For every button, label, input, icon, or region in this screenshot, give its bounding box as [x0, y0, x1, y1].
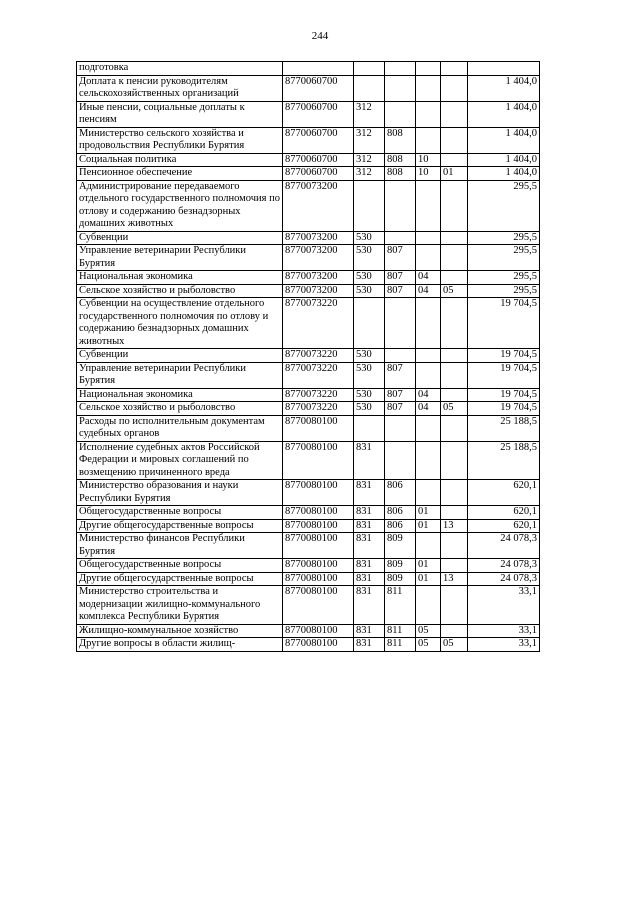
row-name-cell: Другие общегосударственные вопросы [77, 572, 283, 586]
subsection-cell [441, 298, 468, 349]
subsection-cell [441, 62, 468, 76]
administrator-code-cell [385, 349, 416, 363]
table-row [77, 127, 540, 153]
target-article-cell: 8770073200 [283, 245, 354, 271]
table-row [77, 362, 540, 388]
section-cell [416, 415, 441, 441]
table-row [77, 271, 540, 285]
subsection-cell [441, 153, 468, 167]
administrator-code-cell [385, 75, 416, 101]
target-article-cell: 8770080100 [283, 638, 354, 652]
section-cell [416, 62, 441, 76]
target-article-cell: 8770080100 [283, 533, 354, 559]
subsection-cell [441, 362, 468, 388]
section-cell: 04 [416, 402, 441, 416]
administrator-code-cell: 809 [385, 559, 416, 573]
target-article-cell: 8770073220 [283, 298, 354, 349]
amount-cell: 33,1 [468, 586, 540, 625]
expense-type-cell: 530 [354, 245, 385, 271]
row-name-cell: Министерство сельского хозяйства и продовольствия Республики Бурятия [77, 127, 283, 153]
row-name-cell: Управление ветеринарии Республики Бурятия [77, 362, 283, 388]
row-name-cell: Социальная политика [77, 153, 283, 167]
section-cell: 01 [416, 559, 441, 573]
row-name-cell: Субвенции [77, 349, 283, 363]
target-article-cell: 8770073200 [283, 180, 354, 231]
row-name-cell: Жилищно-коммунальное хозяйство [77, 624, 283, 638]
subsection-cell: 13 [441, 572, 468, 586]
administrator-code-cell [385, 62, 416, 76]
row-name-cell: подготовка [77, 62, 283, 76]
row-name-cell: Другие вопросы в области жилищ- [77, 638, 283, 652]
amount-cell: 620,1 [468, 506, 540, 520]
amount-cell: 24 078,3 [468, 533, 540, 559]
expense-type-cell [354, 62, 385, 76]
section-cell: 04 [416, 388, 441, 402]
expense-type-cell: 312 [354, 101, 385, 127]
subsection-cell: 13 [441, 519, 468, 533]
subsection-cell [441, 75, 468, 101]
amount-cell: 19 704,5 [468, 349, 540, 363]
table-row [77, 506, 540, 520]
section-cell [416, 127, 441, 153]
administrator-code-cell: 807 [385, 362, 416, 388]
table-row [77, 533, 540, 559]
row-name-cell: Общегосударственные вопросы [77, 559, 283, 573]
section-cell [416, 533, 441, 559]
expense-type-cell: 530 [354, 349, 385, 363]
administrator-code-cell: 807 [385, 271, 416, 285]
section-cell [416, 298, 441, 349]
subsection-cell [441, 586, 468, 625]
subsection-cell: 05 [441, 638, 468, 652]
table-row [77, 167, 540, 181]
target-article-cell: 8770073220 [283, 388, 354, 402]
target-article-cell: 8770073220 [283, 362, 354, 388]
section-cell [416, 441, 441, 480]
target-article-cell: 8770080100 [283, 480, 354, 506]
subsection-cell [441, 559, 468, 573]
subsection-cell [441, 441, 468, 480]
subsection-cell [441, 388, 468, 402]
administrator-code-cell: 806 [385, 480, 416, 506]
amount-cell: 1 404,0 [468, 101, 540, 127]
amount-cell: 1 404,0 [468, 153, 540, 167]
amount-cell: 19 704,5 [468, 388, 540, 402]
subsection-cell [441, 349, 468, 363]
amount-cell: 620,1 [468, 519, 540, 533]
administrator-code-cell: 809 [385, 572, 416, 586]
table-row [77, 559, 540, 573]
target-article-cell: 8770073200 [283, 271, 354, 285]
expense-type-cell: 831 [354, 638, 385, 652]
table-row [77, 62, 540, 76]
administrator-code-cell: 806 [385, 506, 416, 520]
administrator-code-cell: 811 [385, 586, 416, 625]
administrator-code-cell: 808 [385, 153, 416, 167]
table-row [77, 75, 540, 101]
amount-cell: 19 704,5 [468, 298, 540, 349]
amount-cell: 295,5 [468, 231, 540, 245]
row-name-cell: Национальная экономика [77, 271, 283, 285]
row-name-cell: Доплата к пенсии руководителям сельскохозяйственных организаций [77, 75, 283, 101]
section-cell [416, 362, 441, 388]
subsection-cell [441, 245, 468, 271]
page-number: 244 [311, 30, 329, 42]
administrator-code-cell: 807 [385, 245, 416, 271]
section-cell: 05 [416, 624, 441, 638]
table-row [77, 245, 540, 271]
section-cell: 10 [416, 153, 441, 167]
target-article-cell [283, 62, 354, 76]
expense-type-cell: 530 [354, 271, 385, 285]
subsection-cell [441, 127, 468, 153]
target-article-cell: 8770073200 [283, 231, 354, 245]
row-name-cell: Иные пенсии, социальные доплаты к пенсиям [77, 101, 283, 127]
table-row [77, 298, 540, 349]
section-cell: 01 [416, 572, 441, 586]
amount-cell: 295,5 [468, 284, 540, 298]
expense-type-cell: 831 [354, 441, 385, 480]
row-name-cell: Пенсионное обеспечение [77, 167, 283, 181]
section-cell: 04 [416, 284, 441, 298]
administrator-code-cell [385, 231, 416, 245]
administrator-code-cell: 808 [385, 127, 416, 153]
section-cell [416, 180, 441, 231]
amount-cell: 295,5 [468, 245, 540, 271]
subsection-cell [441, 415, 468, 441]
target-article-cell: 8770080100 [283, 506, 354, 520]
expense-type-cell: 530 [354, 231, 385, 245]
expense-type-cell [354, 298, 385, 349]
row-name-cell: Сельское хозяйство и рыболовство [77, 284, 283, 298]
table-row [77, 624, 540, 638]
administrator-code-cell [385, 180, 416, 231]
target-article-cell: 8770060700 [283, 167, 354, 181]
subsection-cell: 01 [441, 167, 468, 181]
amount-cell: 19 704,5 [468, 402, 540, 416]
administrator-code-cell: 807 [385, 388, 416, 402]
section-cell [416, 231, 441, 245]
section-cell [416, 75, 441, 101]
target-article-cell: 8770080100 [283, 586, 354, 625]
amount-cell: 295,5 [468, 271, 540, 285]
table-row [77, 180, 540, 231]
administrator-code-cell: 808 [385, 167, 416, 181]
amount-cell: 1 404,0 [468, 167, 540, 181]
table-row [77, 572, 540, 586]
expense-type-cell: 530 [354, 402, 385, 416]
table-row [77, 101, 540, 127]
subsection-cell [441, 533, 468, 559]
table-row [77, 402, 540, 416]
section-cell [416, 245, 441, 271]
table-row [77, 441, 540, 480]
expense-type-cell: 831 [354, 506, 385, 520]
subsection-cell [441, 506, 468, 520]
target-article-cell: 8770073200 [283, 284, 354, 298]
row-name-cell: Министерство финансов Республики Бурятия [77, 533, 283, 559]
amount-cell: 295,5 [468, 180, 540, 231]
target-article-cell: 8770080100 [283, 415, 354, 441]
expense-type-cell: 530 [354, 362, 385, 388]
row-name-cell: Сельское хозяйство и рыболовство [77, 402, 283, 416]
subsection-cell [441, 101, 468, 127]
expense-type-cell [354, 415, 385, 441]
row-name-cell: Другие общегосударственные вопросы [77, 519, 283, 533]
expense-type-cell: 530 [354, 388, 385, 402]
section-cell [416, 349, 441, 363]
subsection-cell [441, 231, 468, 245]
amount-cell: 25 188,5 [468, 441, 540, 480]
row-name-cell: Министерство строительства и модернизации жилищно-коммунального комплекса Республики Бурятия [77, 586, 283, 625]
subsection-cell: 05 [441, 402, 468, 416]
target-article-cell: 8770080100 [283, 559, 354, 573]
section-cell [416, 586, 441, 625]
table-body [77, 62, 540, 652]
expense-type-cell: 831 [354, 480, 385, 506]
table-row [77, 349, 540, 363]
expense-type-cell: 831 [354, 519, 385, 533]
administrator-code-cell [385, 298, 416, 349]
table-row [77, 153, 540, 167]
row-name-cell: Национальная экономика [77, 388, 283, 402]
section-cell: 01 [416, 506, 441, 520]
amount-cell: 24 078,3 [468, 559, 540, 573]
amount-cell: 1 404,0 [468, 75, 540, 101]
amount-cell: 620,1 [468, 480, 540, 506]
section-cell: 10 [416, 167, 441, 181]
target-article-cell: 8770073220 [283, 349, 354, 363]
row-name-cell: Расходы по исполнительным документам судебных органов [77, 415, 283, 441]
table-row [77, 415, 540, 441]
administrator-code-cell [385, 415, 416, 441]
administrator-code-cell: 811 [385, 638, 416, 652]
table-row [77, 231, 540, 245]
target-article-cell: 8770060700 [283, 127, 354, 153]
amount-cell: 19 704,5 [468, 362, 540, 388]
section-cell [416, 480, 441, 506]
amount-cell: 33,1 [468, 624, 540, 638]
expense-type-cell: 312 [354, 127, 385, 153]
subsection-cell [441, 624, 468, 638]
subsection-cell: 05 [441, 284, 468, 298]
expense-type-cell: 530 [354, 284, 385, 298]
administrator-code-cell [385, 101, 416, 127]
row-name-cell: Администрирование передаваемого отдельного государственного полномочия по отлову и содержанию безнадзорных домашних животных [77, 180, 283, 231]
expense-type-cell: 831 [354, 533, 385, 559]
expense-type-cell: 831 [354, 624, 385, 638]
administrator-code-cell: 807 [385, 402, 416, 416]
row-name-cell: Субвенции на осуществление отдельного государственного полномочия по отлову и содержанию безнадзорных домашних животных [77, 298, 283, 349]
section-cell [416, 101, 441, 127]
budget-table [76, 61, 540, 652]
expense-type-cell [354, 75, 385, 101]
amount-cell: 1 404,0 [468, 127, 540, 153]
row-name-cell: Исполнение судебных актов Российской Федерации и мировых соглашений по возмещению причиненного вреда [77, 441, 283, 480]
table-row [77, 388, 540, 402]
target-article-cell: 8770073220 [283, 402, 354, 416]
table-row [77, 284, 540, 298]
target-article-cell: 8770080100 [283, 519, 354, 533]
administrator-code-cell: 811 [385, 624, 416, 638]
amount-cell: 25 188,5 [468, 415, 540, 441]
table-row [77, 480, 540, 506]
section-cell: 04 [416, 271, 441, 285]
target-article-cell: 8770060700 [283, 101, 354, 127]
table-row [77, 519, 540, 533]
expense-type-cell: 831 [354, 586, 385, 625]
table-row [77, 586, 540, 625]
subsection-cell [441, 271, 468, 285]
administrator-code-cell: 809 [385, 533, 416, 559]
expense-type-cell: 312 [354, 153, 385, 167]
table-row [77, 638, 540, 652]
target-article-cell: 8770080100 [283, 624, 354, 638]
expense-type-cell: 831 [354, 572, 385, 586]
amount-cell: 24 078,3 [468, 572, 540, 586]
row-name-cell: Субвенции [77, 231, 283, 245]
expense-type-cell: 831 [354, 559, 385, 573]
administrator-code-cell [385, 441, 416, 480]
target-article-cell: 8770080100 [283, 572, 354, 586]
section-cell: 01 [416, 519, 441, 533]
administrator-code-cell: 807 [385, 284, 416, 298]
subsection-cell [441, 180, 468, 231]
row-name-cell: Министерство образования и науки Республики Бурятия [77, 480, 283, 506]
expense-type-cell [354, 180, 385, 231]
amount-cell: 33,1 [468, 638, 540, 652]
amount-cell [468, 62, 540, 76]
target-article-cell: 8770080100 [283, 441, 354, 480]
row-name-cell: Общегосударственные вопросы [77, 506, 283, 520]
target-article-cell: 8770060700 [283, 75, 354, 101]
administrator-code-cell: 806 [385, 519, 416, 533]
section-cell: 05 [416, 638, 441, 652]
target-article-cell: 8770060700 [283, 153, 354, 167]
subsection-cell [441, 480, 468, 506]
row-name-cell: Управление ветеринарии Республики Бурятия [77, 245, 283, 271]
expense-type-cell: 312 [354, 167, 385, 181]
